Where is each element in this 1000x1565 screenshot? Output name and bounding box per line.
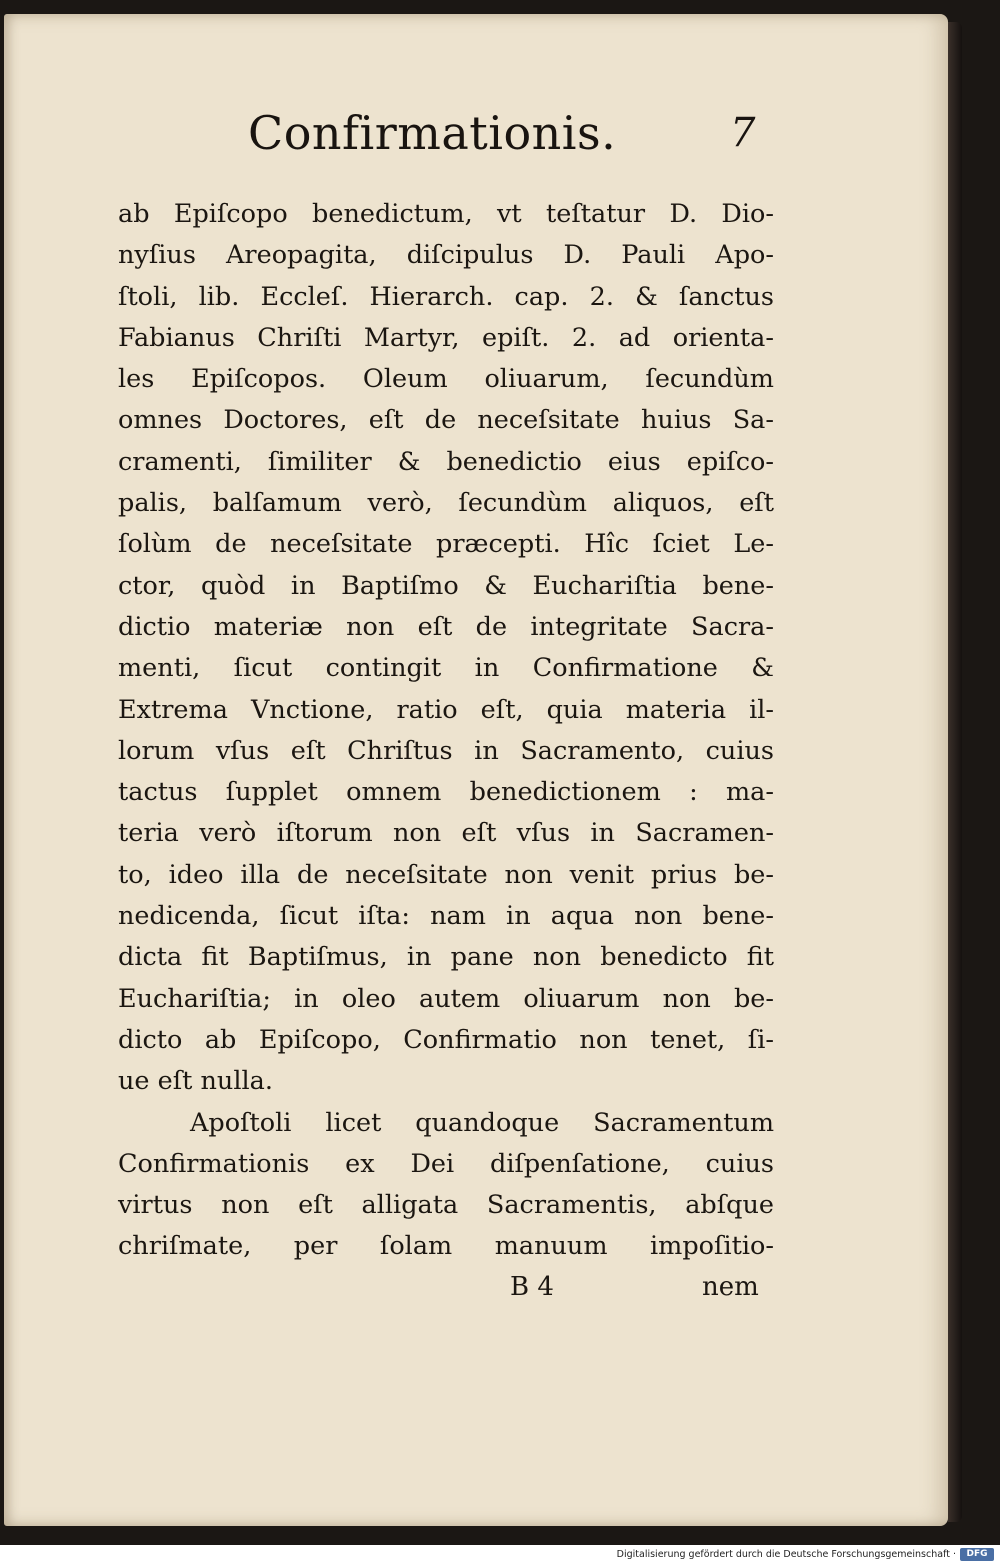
text-line: to, ideo illa de neceſsitate non venit prius be- [118, 859, 774, 890]
text-line: nyſius Areopagita, diſcipulus D. Pauli Apo- [118, 240, 774, 271]
text-line: nedicenda, ſicut iſta: nam in aqua non bene- [118, 901, 774, 932]
text-line: tactus ſupplet omnem benedictionem : ma- [118, 777, 774, 808]
text-line: Euchariſtia; in oleo autem oliuarum non be- [118, 983, 774, 1014]
signature-mark: B 4 [510, 1272, 554, 1302]
paragraph-start-line: Apoſtoli licet quandoque Sacramentum [190, 1107, 774, 1138]
text-line: ſtoli, lib. Eccleſ. Hierarch. cap. 2. & ſanctus [118, 281, 774, 312]
page-header [248, 106, 768, 176]
catchword: nem [702, 1272, 759, 1302]
text-line: ue eſt nulla. [118, 1066, 273, 1097]
body-text [118, 194, 774, 1268]
text-line: dicto ab Epiſcopo, Confirmatio non tenet, ſi- [118, 1024, 774, 1055]
text-line: les Epiſcopos. Oleum oliuarum, ſecundùm [118, 364, 774, 395]
text-line: cramenti, ſimiliter & benedictio eius epiſco- [118, 446, 774, 477]
text-line: dictio materiæ non eſt de integritate Sacra- [118, 611, 774, 642]
text-line: dicta fit Baptiſmus, in pane non benedicto fit [118, 942, 774, 973]
credit-text: Digitalisierung gefördert durch die Deutsche Forschungsgemeinschaft · [616, 1549, 956, 1560]
book-page [4, 14, 948, 1526]
text-line: virtus non eſt alligata Sacramentis, abſque [118, 1190, 774, 1221]
digitization-credit-bar [0, 1545, 1000, 1565]
dfg-logo-icon: DFG [960, 1548, 994, 1561]
text-line: Fabianus Chriſti Martyr, epiſt. 2. ad orienta- [118, 322, 774, 353]
text-line: palis, balſamum verò, ſecundùm aliquos, eſt [118, 488, 774, 519]
text-line: Extrema Vnctione, ratio eſt, quia materia il- [118, 694, 774, 725]
page-edge-shadow [948, 22, 962, 1522]
page-number: 7 [730, 110, 756, 156]
text-line: ſolùm de neceſsitate præcepti. Hîc ſciet Le- [118, 529, 774, 560]
text-line: chriſmate, per ſolam manuum impoſitio- [118, 1231, 774, 1262]
text-line: omnes Doctores, eſt de neceſsitate huius Sa- [118, 405, 774, 436]
text-line: ctor, quòd in Baptiſmo & Euchariſtia bene- [118, 570, 774, 601]
text-line: teria verò iſtorum non eſt vſus in Sacramen- [118, 818, 774, 849]
running-title: Confirmationis. [248, 106, 617, 160]
text-line: lorum vſus eſt Chriſtus in Sacramento, cuius [118, 735, 774, 766]
text-line: Confirmationis ex Dei diſpenſatione, cuius [118, 1148, 774, 1179]
text-line: ab Epiſcopo benedictum, vt teſtatur D. Dio- [118, 199, 774, 229]
text-line: menti, ſicut contingit in Confirmatione & [118, 653, 774, 684]
